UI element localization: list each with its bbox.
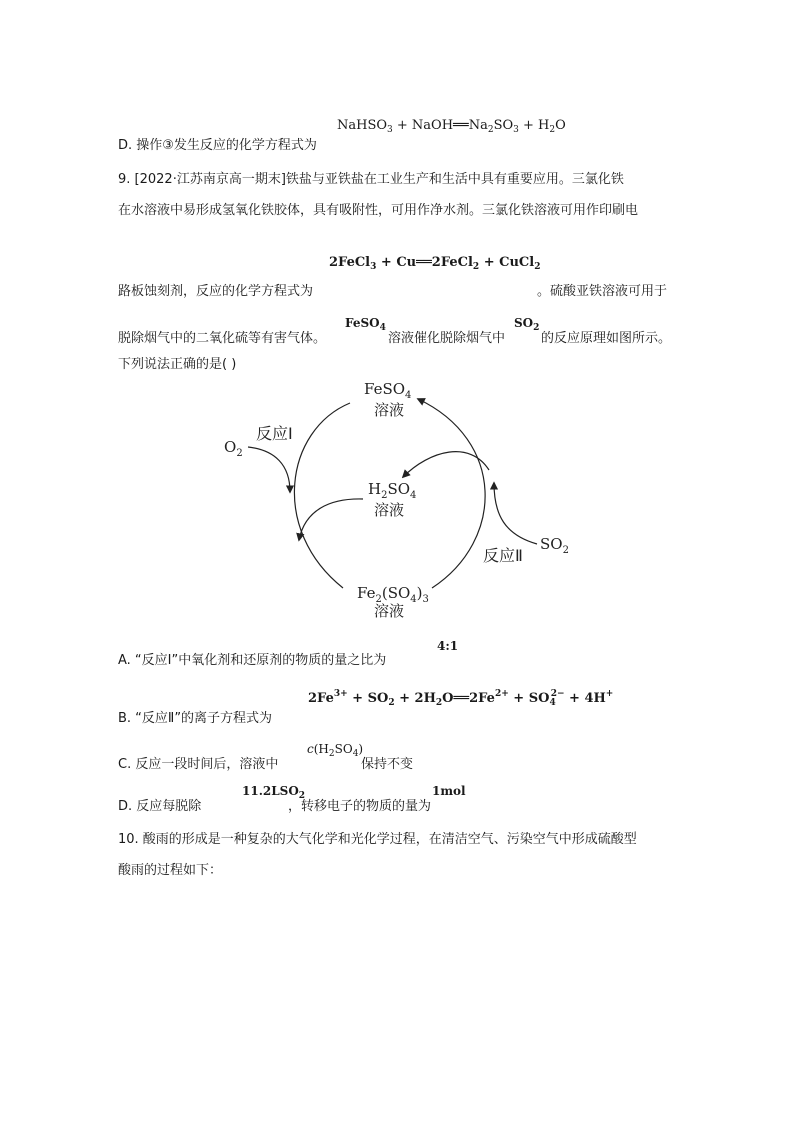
label-so2: $SO_2$: [540, 535, 569, 556]
so2-formula: $SO_2$: [514, 316, 540, 333]
option-a: A. “反应Ⅰ”中氧化剂和还原剂的物质的量之比为: [118, 653, 387, 668]
q9-line-5: 下列说法正确的是( ): [118, 357, 237, 372]
q9-line-3b: 。硫酸亚铁溶液可用于: [537, 284, 668, 299]
q9-line-4b: 溶液催化脱除烟气中: [388, 331, 506, 346]
label-o2: $O_2$: [224, 438, 243, 459]
equation-fecl3-cu: 2FeCl$_3$ + Cu══2FeCl$_2$ + CuCl$_2$: [329, 255, 541, 272]
label-fe2so43-solution: 溶液: [374, 602, 405, 620]
option-a-ratio: 4:1: [437, 639, 459, 653]
option-d-previous: D. 操作③发生反应的化学方程式为: [118, 138, 317, 153]
label-feso4-solution: 溶液: [374, 401, 405, 419]
q9-line-1: 9. [2022·江苏南京高一期末]铁盐与亚铁盐在工业生产和生活中具有重要应用。三氯化铁: [118, 172, 624, 187]
arrow-so2-in: [494, 483, 537, 544]
option-b: B. “反应Ⅱ”的离子方程式为: [118, 711, 273, 726]
q10-line-1: 10. 酸雨的形成是一种复杂的大气化学和光化学过程，在清洁空气、污染空气中形成硫酸型: [118, 832, 637, 847]
label-feso4: FeSO$_4$: [364, 380, 412, 401]
q10-line-2: 酸雨的过程如下：: [118, 863, 223, 878]
q9-line-4a: 脱除烟气中的二氧化硫等有害气体。: [118, 331, 327, 346]
label-h2so4-solution: 溶液: [374, 501, 405, 519]
feso4-formula: FeSO$_4$: [345, 316, 386, 333]
option-c-concentration: $c(H_2SO_4)$: [307, 742, 364, 759]
arc-feso4-to-fe2so43-left: [294, 403, 350, 588]
label-h2so4: $H_2SO_4$: [368, 480, 417, 501]
arrow-h2so4-to-left: [299, 499, 363, 540]
label-fe2so43: $Fe_2(SO_4)_3$: [357, 584, 429, 605]
option-c-b: 保持不变: [361, 757, 414, 772]
equation-naHso3-naoh: NaHSO$_3$ + $NaOH══Na_2SO_3 + H_2O$: [337, 118, 566, 135]
option-d-b: ，转移电子的物质的量为: [288, 799, 432, 814]
reaction-cycle-diagram: [0, 370, 794, 630]
q9-line-4c: 的反应原理如图所示。: [541, 331, 672, 346]
option-d-a: D. 反应每脱除: [118, 799, 202, 814]
option-c-a: C. 反应一段时间后，溶液中: [118, 757, 279, 772]
arc-fe2so43-to-feso4-right: [418, 399, 485, 588]
option-b-equation: $2Fe^{3+} + SO_2$ + $2H_2O══2Fe^{2+} + SO_4^{2-} + 4H^+$: [308, 689, 614, 708]
option-d-moles: 1mol: [432, 784, 466, 798]
label-reaction-1: 反应Ⅰ: [256, 424, 293, 443]
arrow-o2-in: [248, 447, 290, 492]
option-d-volume: $11.2LSO_2$: [242, 784, 306, 801]
q9-line-3a: 路板蚀刻剂，反应的化学方程式为: [118, 284, 314, 299]
label-reaction-2: 反应Ⅱ: [483, 546, 523, 565]
q9-line-2: 在水溶液中易形成氢氧化铁胶体，具有吸附性，可用作净水剂。三氯化铁溶液可用作印刷电: [118, 203, 639, 218]
